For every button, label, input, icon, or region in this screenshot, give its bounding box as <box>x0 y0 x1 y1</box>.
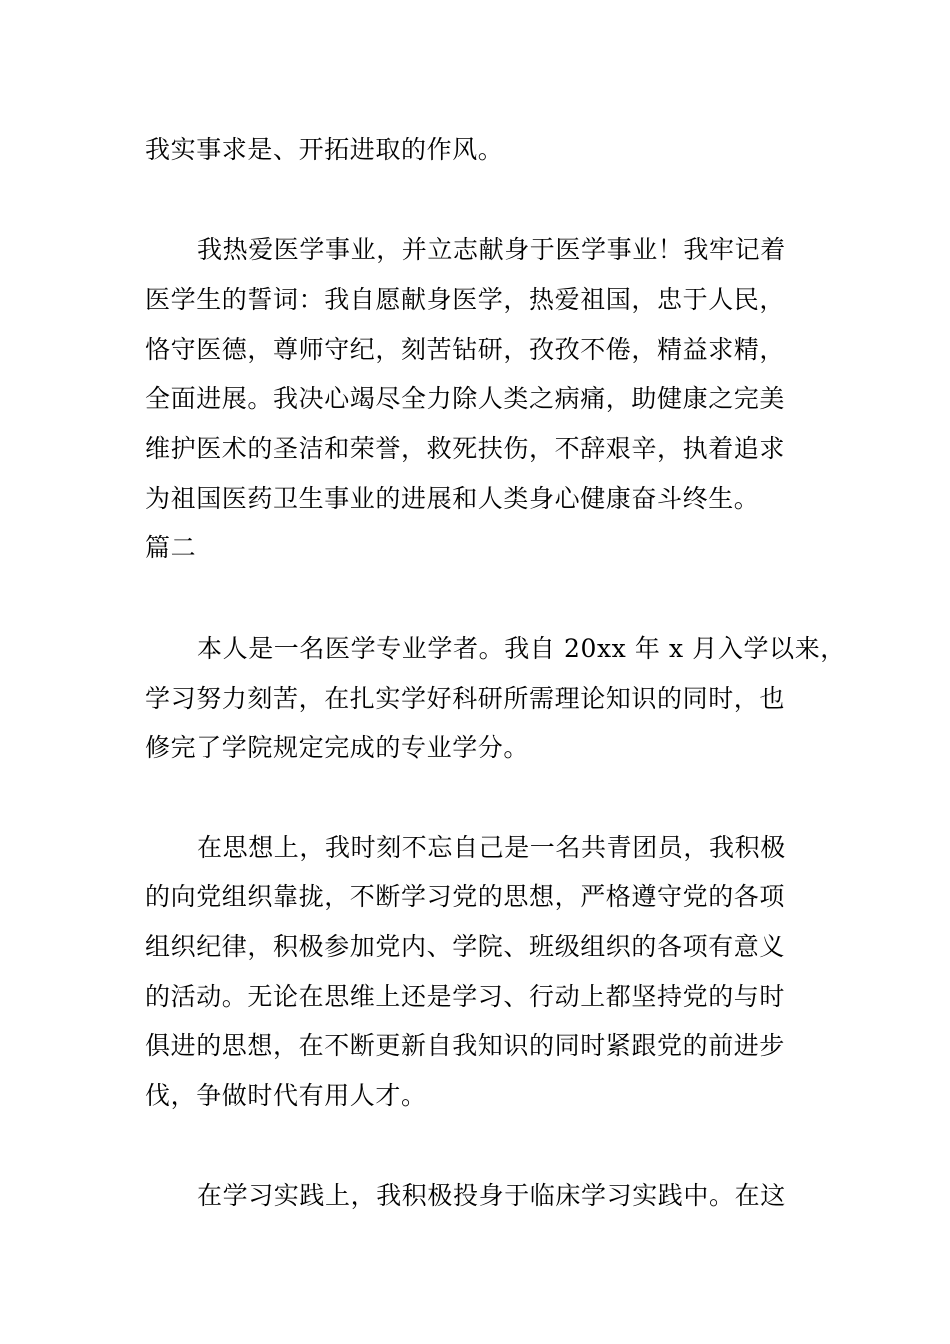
paragraph-line: 的向党组织靠拢，不断学习党的思想，严格遵守党的各项 <box>145 882 786 911</box>
paragraph-line: 医学生的誓词：我自愿献身医学，热爱祖国，忠于人民， <box>145 285 786 314</box>
paragraph-line: 恪守医德，尊师守纪，刻苦钻研，孜孜不倦，精益求精， <box>145 335 786 364</box>
paragraph-line: 本人是一名医学专业学者。我自 20xx 年 x 月入学以来， <box>197 634 846 663</box>
paragraph-line: 修完了学院规定完成的专业学分。 <box>145 733 530 762</box>
paragraph-line: 学习努力刻苦，在扎实学好科研所需理论知识的同时，也 <box>145 684 786 713</box>
paragraph-line: 维护医术的圣洁和荣誉，救死扶伤，不辞艰辛，执着追求 <box>145 434 786 463</box>
paragraph-line: 组织纪律，积极参加党内、学院、班级组织的各项有意义 <box>145 932 786 961</box>
paragraph-line: 俱进的思想，在不断更新自我知识的同时紧跟党的前进步 <box>145 1031 786 1060</box>
paragraph-line: 我热爱医学事业，并立志献身于医学事业！我牢记着 <box>197 235 786 264</box>
paragraph-line: 在学习实践上，我积极投身于临床学习实践中。在这 <box>197 1181 786 1210</box>
paragraph-line: 伐，争做时代有用人才。 <box>145 1081 427 1110</box>
paragraph-line: 的活动。无论在思维上还是学习、行动上都坚持党的与时 <box>145 982 786 1011</box>
paragraph-line: 为祖国医药卫生事业的进展和人类身心健康奋斗终生。 <box>145 484 760 513</box>
paragraph-line: 我实事求是、开拓进取的作风。 <box>145 135 504 164</box>
paragraph-line: 在思想上，我时刻不忘自己是一名共青团员，我积极 <box>197 833 786 862</box>
section-heading: 篇二 <box>145 533 197 562</box>
paragraph-line: 全面进展。我决心竭尽全力除人类之病痛，助健康之完美 <box>145 384 786 413</box>
